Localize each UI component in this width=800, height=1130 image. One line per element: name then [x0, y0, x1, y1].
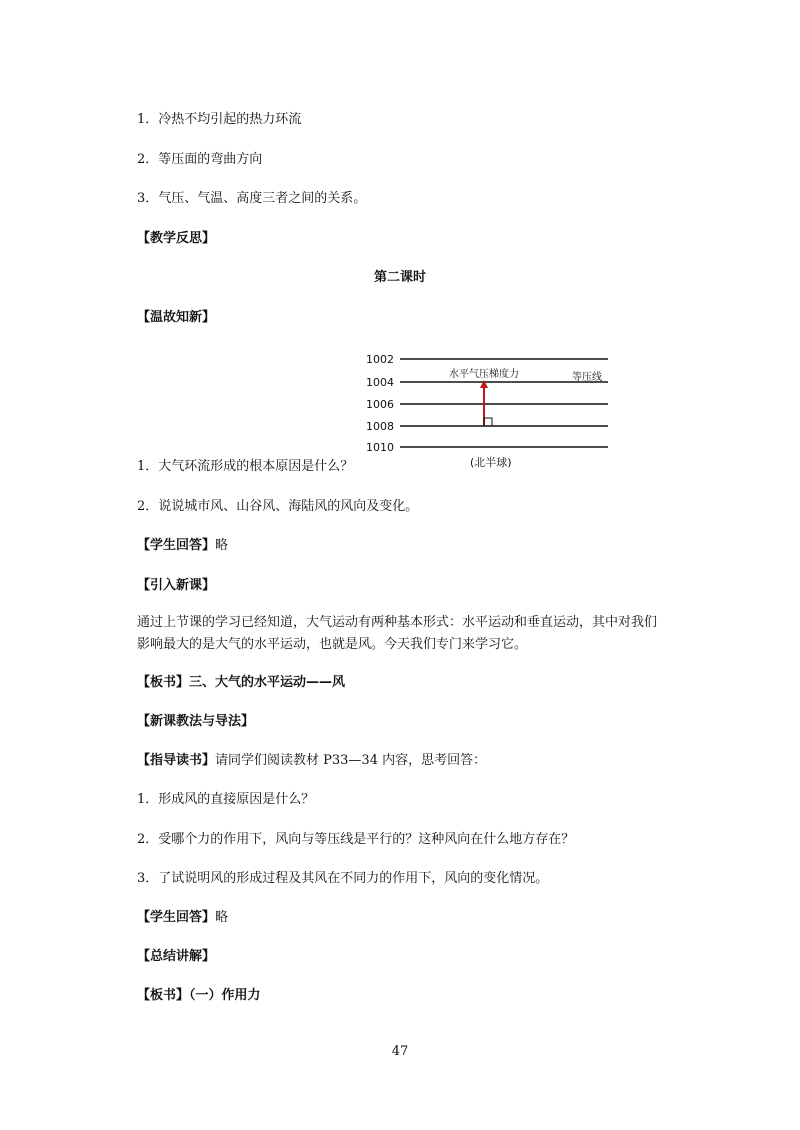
- reading-guide: [137, 752, 486, 770]
- isobar-label: 1006: [366, 398, 394, 411]
- teaching-reflection-heading: 【教学反思】: [137, 231, 216, 246]
- student-answer-label: 【学生回答】: [137, 910, 216, 925]
- question-root-cause: 1．大气环流形成的根本原因是什么？: [137, 459, 354, 474]
- question-wind-process: 3．了试说明风的形成过程及其风在不同力的作用下，风向的变化情况。: [137, 871, 549, 886]
- isobar-label: 1004: [366, 376, 394, 389]
- reading-guide-text: 请同学们阅读教材 P33—34 内容，思考回答：: [215, 753, 487, 768]
- student-answer-text: 略: [215, 910, 229, 925]
- board-heading-1: 【板书】三、大气的水平运动——风: [137, 675, 346, 690]
- student-answer-2: [137, 909, 228, 927]
- review-item-1: 1．冷热不均引起的热力环流: [137, 112, 302, 127]
- student-answer-text: 略: [215, 538, 229, 553]
- isobar-label: 1002: [366, 353, 394, 366]
- student-answer-1: [137, 537, 228, 555]
- isobar-label: 1008: [366, 420, 394, 433]
- arrowhead-icon: [480, 380, 488, 388]
- method-heading: 【新课教法与导法】: [137, 714, 255, 729]
- question-local-winds: 2．说说城市风、山谷风、海陆风的风向及变化。: [137, 499, 419, 514]
- page-number: 47: [391, 1044, 409, 1059]
- isobar-label: 1010: [366, 441, 394, 454]
- intro-paragraph: 通过上节课的学习已经知道，大气运动有两种基本形式：水平运动和垂直运动，其中对我们影响最大的是大气的水平运动，也就是风。今天我们专门来学习它。: [137, 615, 658, 652]
- right-angle-mark: [484, 418, 492, 426]
- board-heading-2: 【板书】（一）作用力: [137, 988, 261, 1003]
- student-answer-label: 【学生回答】: [137, 538, 216, 553]
- review-item-2: 2．等压面的弯曲方向: [137, 152, 263, 167]
- isobar-diagram: [362, 348, 622, 473]
- question-direct-cause: 1．形成风的直接原因是什么？: [137, 792, 315, 807]
- force-label: 水平气压梯度力: [449, 369, 519, 380]
- summary-heading: 【总结讲解】: [137, 949, 216, 964]
- review-item-3: 3．气压、气温、高度三者之间的关系。: [137, 191, 367, 206]
- hemisphere-caption: (北半球): [470, 456, 512, 469]
- isobar-caption: 等压线: [572, 372, 602, 383]
- warm-review-heading: 【温故知新】: [137, 310, 216, 325]
- question-parallel-wind: 2．受哪个力的作用下，风向与等压线是平行的？这种风向在什么地方存在？: [137, 832, 575, 847]
- reading-guide-label: 【指导读书】: [137, 753, 216, 768]
- intro-heading: 【引入新课】: [137, 578, 216, 593]
- second-lesson-title: 第二课时: [373, 270, 426, 285]
